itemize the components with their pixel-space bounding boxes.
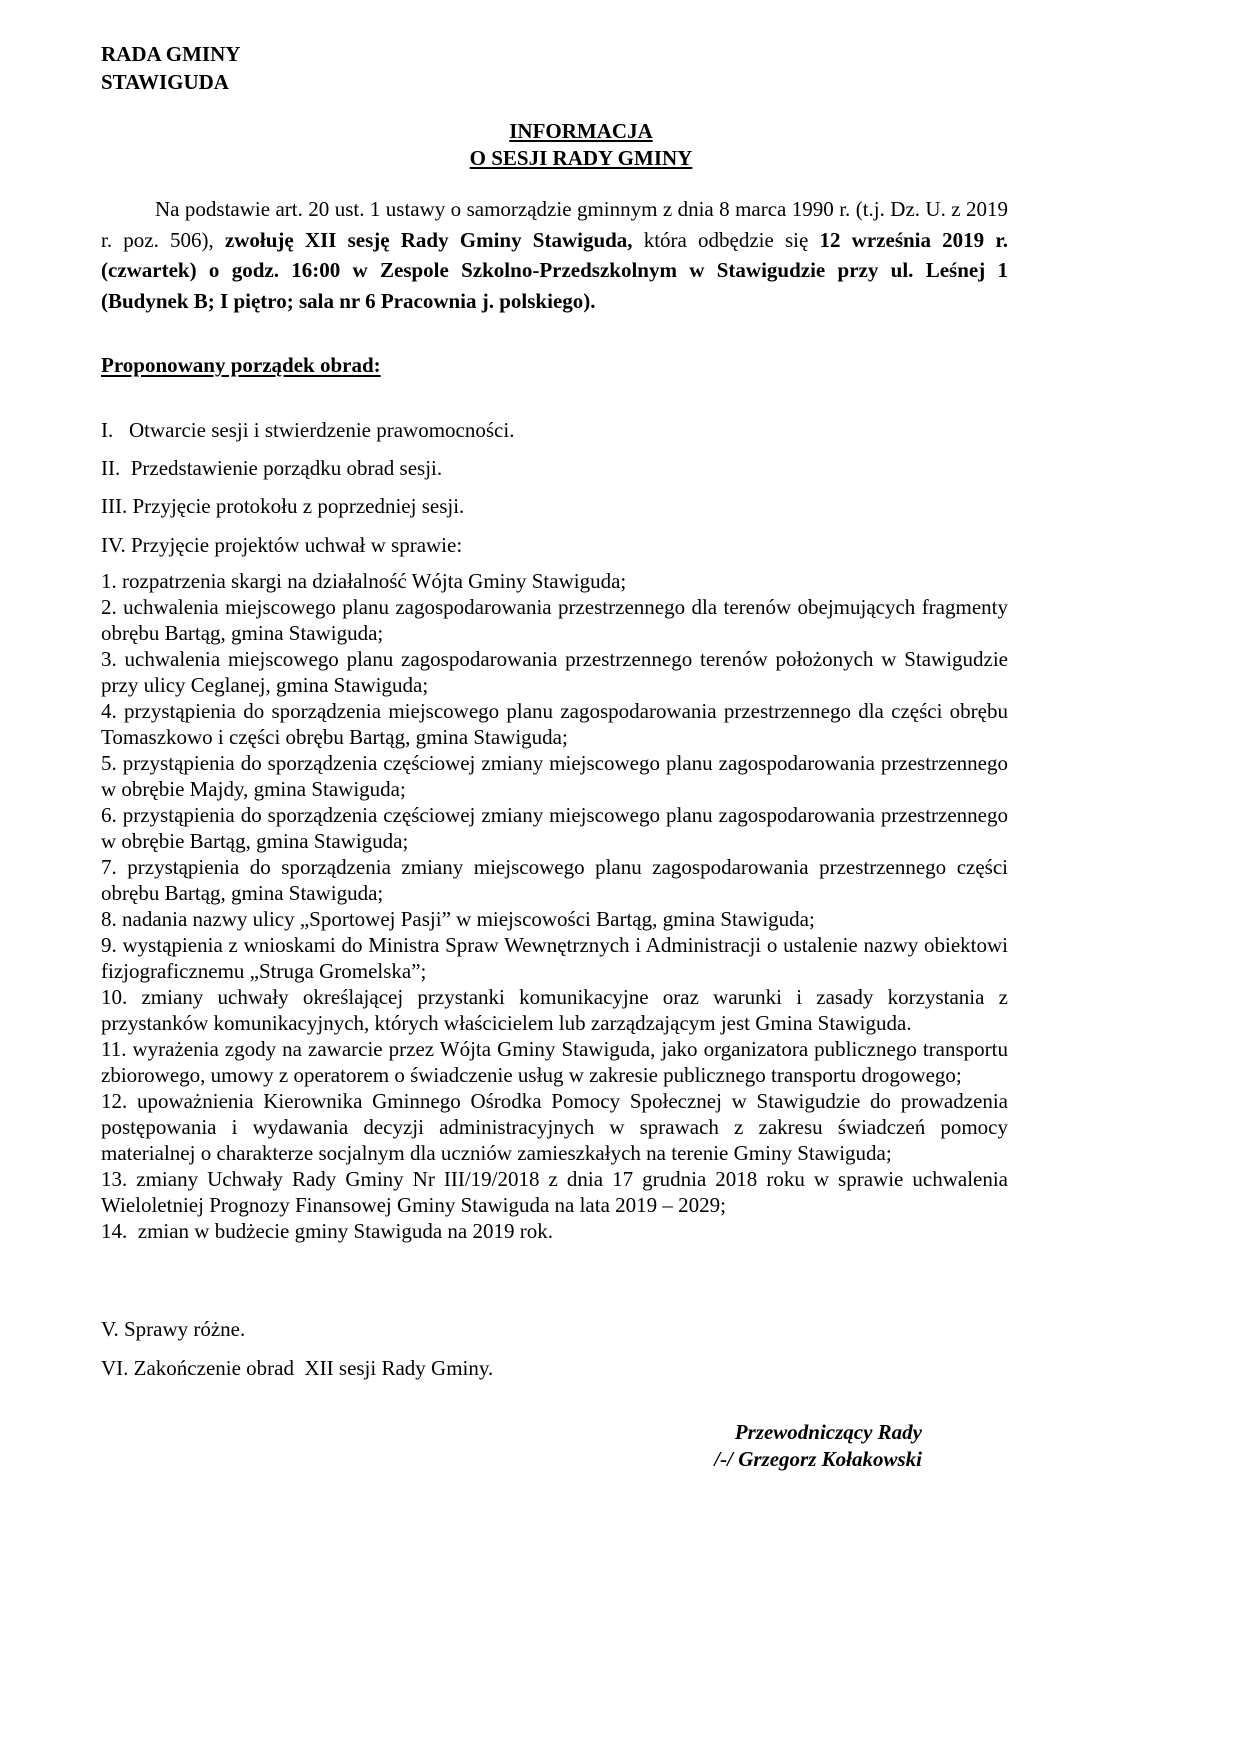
resolution-item-11: 11. wyrażenia zgody na zawarcie przez Wójta Gminy Stawiguda, jako organizatora publicznego transportu zbiorowego, umowy z operatorem o świadczenie usług w zakresie publicznego transportu drogowego; — [101, 1037, 1008, 1087]
resolution-item-14: 14. zmian w budżecie gminy Stawiguda na 2019 rok. — [101, 1219, 553, 1243]
agenda-item-vi: VI. Zakończenie obrad XII sesji Rady Gminy. — [101, 1356, 494, 1380]
resolution-item-6: 6. przystąpienia do sporządzenia częściowej zmiany miejscowego planu zagospodarowania przestrzennego w obrębie Bartąg, gmina Stawiguda; — [101, 803, 1008, 853]
resolution-item-9: 9. wystąpienia z wnioskami do Ministra Spraw Wewnętrznych i Administracji o ustalenie nazwy obiektowi fizjograficznemu „Struga Gromelska”; — [101, 933, 1008, 983]
signatory-title: Przewodniczący Rady — [734, 1420, 922, 1444]
org-name-line1: RADA GMINY — [101, 42, 241, 66]
resolution-item-3: 3. uchwalenia miejscowego planu zagospodarowania przestrzennego terenów położonych w Stawigudzie przy ulicy Ceglanej, gmina Stawiguda; — [101, 647, 1008, 697]
issuing-organization — [101, 40, 240, 96]
org-name-line2: STAWIGUDA — [101, 70, 229, 94]
agenda-item-v: V. Sprawy różne. — [101, 1317, 246, 1341]
agenda-item-iii: III. Przyjęcie protokołu z poprzedniej sesji. — [101, 494, 465, 518]
resolution-item-5: 5. przystąpienia do sporządzenia częściowej zmiany miejscowego planu zagospodarowania przestrzennego w obrębie Majdy, gmina Stawiguda; — [101, 751, 1008, 801]
intro-paragraph — [101, 194, 1008, 316]
agenda-item-i: I. Otwarcie sesji i stwierdzenie prawomocności. — [101, 418, 515, 442]
resolution-item-7: 7. przystąpienia do sporządzenia zmiany miejscowego planu zagospodarowania przestrzennego części obrębu Bartąg, gmina Stawiguda; — [101, 855, 1008, 905]
intro-text-1: Na podstawie art. 20 ust. 1 ustawy o samorządzie gminnym z dnia 8 marca 1990 r. (t.j. Dz. U. z 2019 r. poz. 506), — [101, 197, 1008, 252]
intro-bold-1: zwołuję XII sesję Rady Gminy Stawiguda, — [224, 227, 633, 252]
resolution-item-2: 2. uchwalenia miejscowego planu zagospodarowania przestrzennego dla terenów obejmujących fragmenty obrębu Bartąg, gmina Stawiguda; — [101, 595, 1008, 645]
resolution-item-8: 8. nadania nazwy ulicy „Sportowej Pasji” w miejscowości Bartąg, gmina Stawiguda; — [101, 907, 815, 931]
document-title — [0, 118, 1162, 172]
agenda-heading: Proponowany porządek obrad: — [101, 353, 381, 377]
resolution-item-13: 13. zmiany Uchwały Rady Gminy Nr III/19/2018 z dnia 17 grudnia 2018 roku w sprawie uchwalenia Wieloletniej Prognozy Finansowej Gminy Stawiguda na lata 2019 – 2029; — [101, 1167, 1008, 1217]
resolution-item-10: 10. zmiany uchwały określającej przystanki komunikacyjne oraz warunki i zasady korzystania z przystanków komunikacyjnych, których właścicielem lub zarządzającym jest Gmina Stawiguda. — [101, 985, 1008, 1035]
signature-block — [714, 1419, 922, 1473]
resolution-item-12: 12. upoważnienia Kierownika Gminnego Ośrodka Pomocy Społecznej w Stawigudzie do prowadzenia postępowania i wydawania decyzji administracyjnych w sprawach z zakresu świadczeń pomocy materialnej o charakterze socjalnym dla uczniów zamieszkałych na terenie Gminy Stawiguda; — [101, 1089, 1008, 1165]
title-line2: O SESJI RADY GMINY — [469, 146, 693, 170]
signatory-name: /-/ Grzegorz Kołakowski — [714, 1447, 922, 1471]
intro-text-2: która odbędzie się — [632, 227, 820, 252]
intro-bold-2: 12 września 2019 r. (czwartek) o godz. 16:00 w Zespole Szkolno-Przedszkolnym w Stawigudzie przy ul. Leśnej 1 (Budynek B; I piętro; sala nr 6 Pracownia j. polskiego). — [101, 227, 1008, 313]
agenda-item-iv: IV. Przyjęcie projektów uchwał w sprawie: — [101, 533, 463, 557]
resolution-item-1: 1. rozpatrzenia skargi na działalność Wójta Gminy Stawiguda; — [101, 569, 627, 593]
agenda-item-ii: II. Przedstawienie porządku obrad sesji. — [101, 456, 443, 480]
title-line1: INFORMACJA — [509, 119, 653, 143]
resolution-item-4: 4. przystąpienia do sporządzenia miejscowego planu zagospodarowania przestrzennego dla części obrębu Tomaszkowo i części obrębu Bartąg, gmina Stawiguda; — [101, 699, 1008, 749]
resolutions-list — [101, 568, 1008, 1244]
